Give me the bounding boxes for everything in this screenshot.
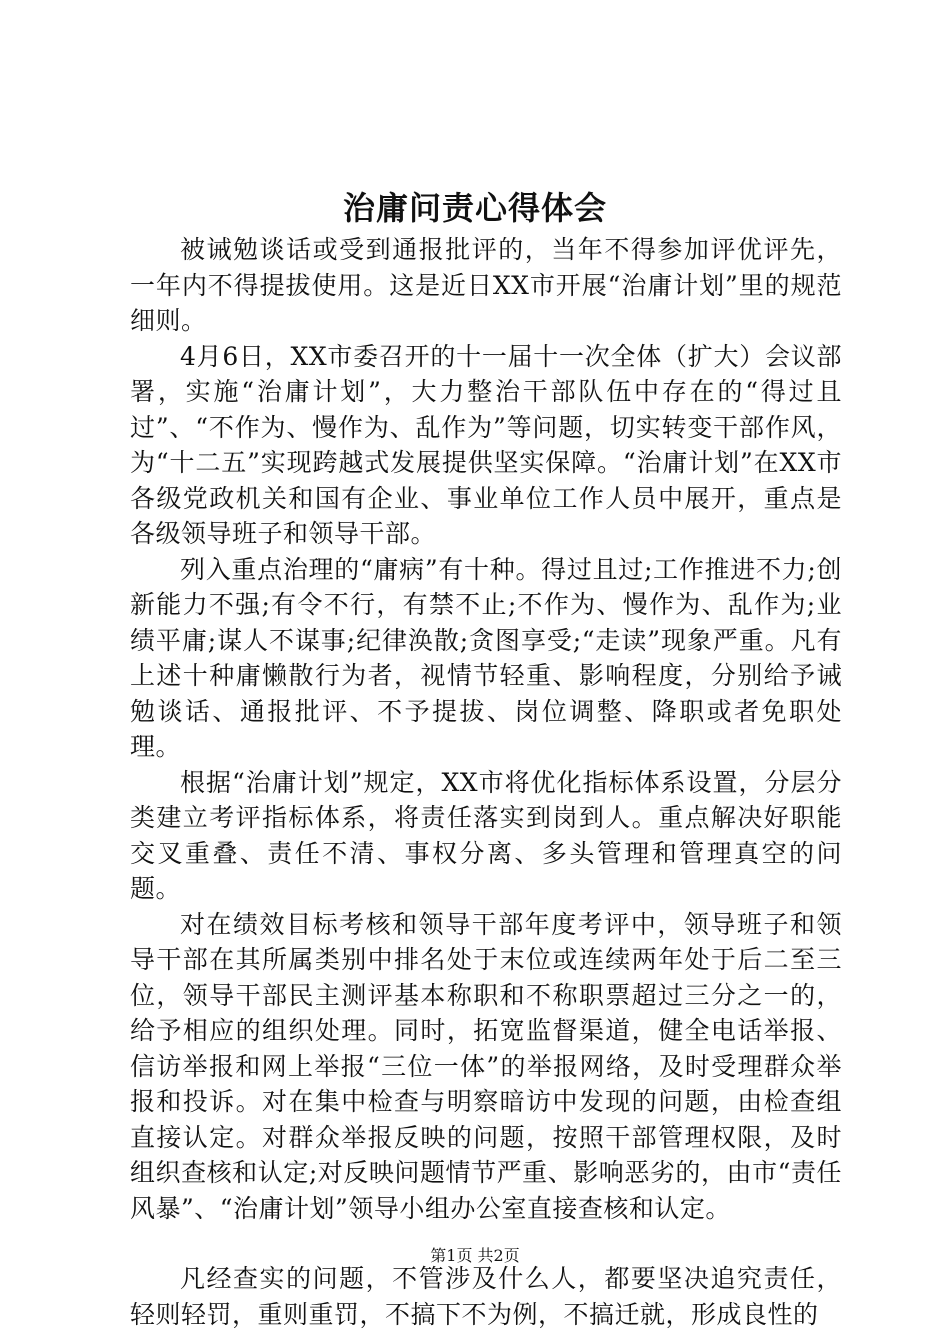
page-footer: 第1页 共2页: [430, 1246, 520, 1265]
document-body: [130, 232, 842, 1332]
document-title: 治庸问责心得体会: [342, 189, 607, 227]
paragraph-5: 对在绩效目标考核和领导干部年度考评中，领导班子和领导干部在其所属类别中排名处于末位或连续两年处于后二至三位，领导干部民主测评基本称职和不称职票超过三分之一的，给予相应的组织处理。同时，拓宽监督渠道，健全电话举报、信访举报和网上举报“三位一体”的举报网络，及时受理群众举报和投诉。对在集中检查与明察暗访中发现的问题，由检查组直接认定。对群众举报反映的问题，按照干部管理权限，及时组织查核和认定;对反映问题情节严重、影响恶劣的，由市“责任风暴”、“治庸计划”领导小组办公室直接查核和认定。: [130, 909, 842, 1223]
paragraph-1: 被诫勉谈话或受到通报批评的，当年不得参加评优评先，一年内不得提拔使用。这是近日XX市开展“治庸计划”里的规范细则。: [130, 235, 842, 335]
paragraph-6: 凡经查实的问题，不管涉及什么人，都要坚决追究责任，轻则轻罚，重则重罚，不搞下不为例，不搞迁就，形成良性的: [130, 1264, 842, 1329]
paragraph-4: 根据“治庸计划”规定，XX市将优化指标体系设置，分层分类建立考评指标体系，将责任落实到岗到人。重点解决好职能交叉重叠、责任不清、事权分离、多头管理和管理真空的问题。: [130, 767, 842, 903]
paragraph-3: 列入重点治理的“庸病”有十种。得过且过;工作推进不力;创新能力不强;有令不行，有禁不止;不作为、慢作为、乱作为;业绩平庸;谋人不谋事;纪律涣散;贪图享受;“走读”现象严重。凡有上述十种庸懒散行为者，视情节轻重、影响程度，分别给予诫勉谈话、通报批评、不予提拔、岗位调整、降职或者免职处理。: [130, 554, 842, 761]
paragraph-2: 4月6日，XX市委召开的十一届十一次全体（扩大）会议部署，实施“治庸计划”，大力整治干部队伍中存在的“得过且过”、“不作为、慢作为、乱作为”等问题，切实转变干部作风，为“十二五”实现跨越式发展提供坚实保障。“治庸计划”在XX市各级党政机关和国有企业、事业单位工作人员中展开，重点是各级领导班子和领导干部。: [130, 341, 842, 548]
